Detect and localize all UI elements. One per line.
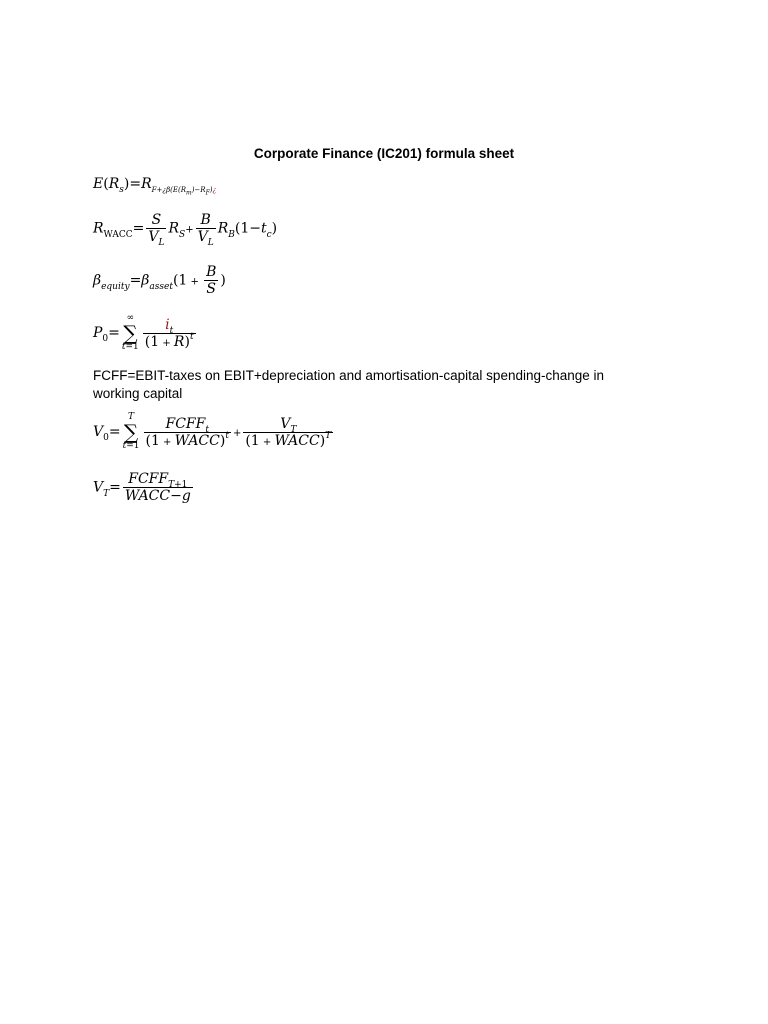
formula-wacc: $R_{WACC}=$ $\frac{S}{V_L}$ $R_S+$ $\frac{B}{V_L}$ $R_B(1-t_c)$ xyxy=(93,212,278,248)
formula-terminal-value: $V_T=$ $\frac{FCFF_{T+1}}{\text{WACC−g}}$ xyxy=(93,471,191,504)
formula-beta: $\beta_{equity}=\beta_{asset}(1$ + $\frac{B}{S}$ ) xyxy=(93,264,226,297)
formula-present-value: $P_0=$ ∞ ∑ t=1 $\frac{i_t}{(1 + R)^t}$ xyxy=(93,313,194,352)
formula-capm: $E(R_s)=R_{F+¿\beta(E(R_m)-R_F)¿}$ xyxy=(93,176,217,197)
page-title: Corporate Finance (IC201) formula sheet xyxy=(253,146,515,161)
formula-v0: $V_0=$ T ∑ t=1 $\frac{FCFF_t}{(1 + WACC)^t}$ + $\frac{V_T}{(1 + WACC)^T}$ xyxy=(93,412,332,451)
fcff-definition: FCFF=EBIT-taxes on EBIT+depreciation and amortisation-capital spending-change in working capital xyxy=(93,368,605,401)
